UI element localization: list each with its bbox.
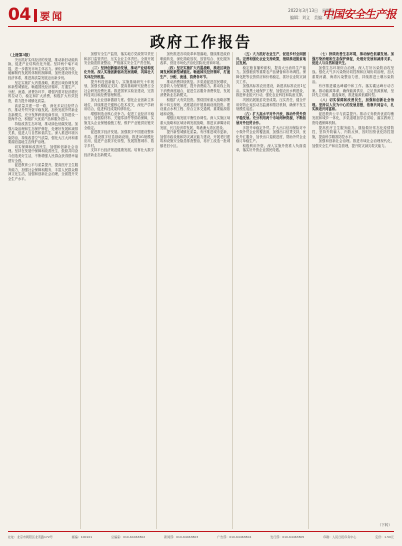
- footer-rule: [8, 531, 394, 532]
- footer-item: 定价：1.50元: [375, 535, 394, 539]
- paragraph: 促进数字经济发展。加强数字中国建设整体布局，建设数字信息基础设施，推进5G规模化应用，促进产业数字化转型，发展智慧城市、数字乡村。: [84, 130, 154, 148]
- paragraph: 支持平台经济规范健康发展。培育壮大数字经济新业态新模式。: [84, 148, 154, 158]
- text-column-5: [312, 52, 394, 529]
- column-divider: [80, 52, 81, 529]
- paragraph: 增强制造业核心竞争力。促进工业经济平稳运行，加强原材料、关键零部件等供给保障，实施龙头企业保链稳链工程，维护产业链供应链安全稳定。: [84, 111, 154, 130]
- paragraph: 突出抓好实体经济的发展，推动新旧动能转换，促进产业结构优化升级。坚持两个毫不动摇，进一步激发市场主体活力。深化改革开放，破解制约发展的体制机制障碍，加快建设现代化经济体系，推进高质量发展迈出新步伐。: [8, 57, 78, 80]
- section-marker: [34, 9, 37, 22]
- footer-item: 邮编：100101: [71, 535, 93, 539]
- paragraph: 巩固拓展脱贫攻坚成果。压实责任，健全并用好防止返贫动态监测和帮扶机制，确保不发生规模性返贫。: [236, 97, 306, 112]
- subheading: （四）坚定实施扩大内需战略，推进区域协调发展和新型城镇化。畅通国民经济循环，打通生产、分配、流通、消费各环节。: [160, 65, 230, 79]
- paragraph: 加快推进各项改革举措落地，继续推进政府职能转变，深化简政放权、放管结合、优化服务改革，营造市场化法治化国际化营商环境。: [160, 52, 230, 66]
- paragraph: 加强和创新社会治理。推进市域社会治理现代化，加强安全生产和应急管理，提升防灾减灾救灾能力。: [312, 139, 394, 148]
- masthead-rule: [8, 26, 394, 27]
- masthead: [8, 6, 396, 26]
- subheading: （七）持续改善生态环境，推动绿色低碳发展。加强污染治理和生态保护修复，处理好发展和减排关系，促进人与自然和谐共生。: [312, 52, 394, 66]
- subheading: （六）扩大高水平对外开放，推动外贸外资平稳发展。充分利用两个市场两种资源，不断拓展对外经贸合作。: [236, 111, 306, 125]
- paragraph: 加强高标准农田建设，新建高标准农田1亿亩。实施黑土地保护工程，加强农田水利建设，推进种业振兴行动，强化农业科技和装备支撑。: [236, 84, 306, 98]
- text-column-1: [8, 52, 78, 529]
- paragraph: 多措并举稳定外贸。扩大出口信用保险对中小微外贸企业的覆盖面，加强出口信贷支持，优化外汇服务，加快出口退税进度，帮助外贸企业稳订单稳生产。: [236, 125, 306, 144]
- paragraph: 增强区域发展平衡性协调性。深入实施区域重大战略和区域协调发展战略，推进京津冀协同发展、长江经济带发展、粤港澳大湾区建设。: [160, 116, 230, 130]
- paragraph: 切实保障和改善民生，加强和创新社会治理。坚持在发展中保障和改善民生，鼓励共同奋斗创造美好生活，不断增强人民群众获得感幸福感安全感。: [8, 144, 78, 163]
- paragraph: 促进教育公平与质量提升，提高医疗卫生服务能力，加强社会保障和服务，丰富人民群众精神文化生活，加强和创新社会治理，全面提升安全生产水平。: [8, 163, 78, 182]
- text-column-4: [236, 52, 306, 529]
- footer-item: 广告部：010-64463804: [217, 535, 252, 539]
- footer-item: 发行部：010-64463805: [270, 535, 305, 539]
- paragraph: 持续改善生态环境，推动绿色低碳发展。加强污染治理和生态保护修复，处理好发展和减排关系，促进人与自然和谐共生。深入推进环境污染防治，持续改善空气质量，强化大江大河和重要湖泊湿地生态保护治理。: [8, 121, 78, 145]
- paragraph: 加大企业创新激励力度。强化企业创新主体地位，持续推进关键核心技术攻关，深化产学研用结合，促进科技成果转移转化。: [84, 97, 154, 112]
- footer-item: 印刷：人民日报印务中心: [323, 535, 357, 539]
- paragraph: 稳定粮食播种面积，提高大豆油料生产能力。加强粮食等重要农产品储备和市场调控。保障化肥等农资供应和价格稳定，抓好农业防灾减灾工作。: [236, 65, 306, 84]
- footer-item: 社址：北京市朝阳区北苑路172号: [8, 535, 53, 539]
- subheading: （八）切实保障和改善民生，加强和创新社会治理。坚持以人民为中心的发展思想，依靠共同奋斗，扎实推进共同富裕。: [312, 97, 394, 112]
- section-name: 要闻: [40, 12, 64, 23]
- subheading: （上接第3版）: [8, 53, 33, 57]
- paragraph: 提升科技创新能力。实施基础研究十年规划，加强长期稳定支持，提高基础研究经费占全社会研发经费比重。推进国家实验室建设，完善科技项目和经费管理制度。: [84, 79, 154, 98]
- paragraph: 提高医疗卫生服务能力。继续做好常态化疫情防控，坚持外防输入、内防反弹，因时因势优化防控措施，提高科学精准防控水平。: [312, 125, 394, 139]
- page-number: 04: [8, 5, 31, 25]
- page-footer: [8, 535, 394, 543]
- subheading: （五）大力抓好农业生产，促进乡村全面振兴。完善和强化农业支持政策，接续推进脱贫地区发展。: [236, 52, 306, 66]
- editor-credits: 编辑：刘义 美编：吴玉: [290, 15, 334, 20]
- paragraph: 加强安全生产监管，落实地方党政领导责任和部门监管责任，压实企业主体责任。全面开展安全隐患排查整治，严格落实安全生产责任制。: [84, 52, 154, 66]
- paragraph: 积极利用外资。深入实施外资准入负面清单，落实好外资企业国民待遇。: [236, 143, 306, 153]
- subheading: （三）坚持创新驱动发展，推动产业结构优化升级。深入实施创新驱动发展战略，巩固壮大实体经济根基。: [84, 65, 154, 79]
- paragraph: 促进教育公平与质量提升。推动义务教育优质均衡发展和城乡一体化，多渠道增加学位供给，落实教师工资待遇保障机制。: [312, 111, 394, 125]
- continued-note: （下转）: [377, 523, 392, 527]
- column-divider: [232, 52, 233, 529]
- paragraph: 积极扩大有效投资。围绕国家重大战略部署和十四五规划，适度超前开展基础设施投资。建设重点水利工程、综合立体交通网、重要能源基地和设施。: [160, 97, 230, 116]
- column-divider: [308, 52, 309, 529]
- paragraph: 高质量共建一带一路，深化多双边经贸合作，推动外贸外资平稳发展。加快发展外贸新业态新模式，充分发挥跨境电商作用，支持建设一批海外仓，积极扩大优质产品和服务进口。: [8, 103, 78, 122]
- paragraph: 推动消费持续恢复。多渠道促进居民增收，完善收入分配制度，提升消费能力。推动线上线下消费深度融合，促进生活服务消费恢复，发展消费新业态新模式。: [160, 79, 230, 98]
- paragraph: 有序推进碳达峰碳中和工作。落实碳达峰行动方案。推动能源革命，确保能源供应，立足资源禀赋，坚持先立后破、通盘谋划，推进能源低碳转型。: [312, 84, 394, 98]
- newspaper-logo: 中国安全生产报: [322, 8, 396, 21]
- paragraph: 坚定实施扩大内需战略，推进区域协调发展和新型城镇化。畅通国民经济循环，打通生产、分配、流通、消费各环节，增强内需对经济增长的拉动力，稳定和扩大消费，积极扩大有效投资，着力提升城镇化质量。: [8, 80, 78, 103]
- footer-item: 总编室：010-64463802: [111, 535, 146, 539]
- column-divider: [156, 52, 157, 529]
- paragraph: 加强生态环境综合治理。深入打好污染防治攻坚战。强化大气多污染物协同控制和区域协同治理，加大重要河湖、海湾污染整治力度，持续推进土壤污染防治。: [312, 65, 394, 84]
- issue-date: 2022年3月13日 星期日: [288, 8, 334, 13]
- paragraph: 提升新型城镇化质量。有序推进城市更新，加强市政设施和防灾减灾能力建设，开展老旧建筑和设施安全隐患排查整治，再开工改造一批城镇老旧小区。: [160, 130, 230, 148]
- text-column-2: [84, 52, 154, 529]
- text-column-3: [160, 52, 230, 529]
- footer-item: 新闻部：010-64463803: [164, 535, 199, 539]
- article-headline: 政府工作报告: [149, 33, 252, 51]
